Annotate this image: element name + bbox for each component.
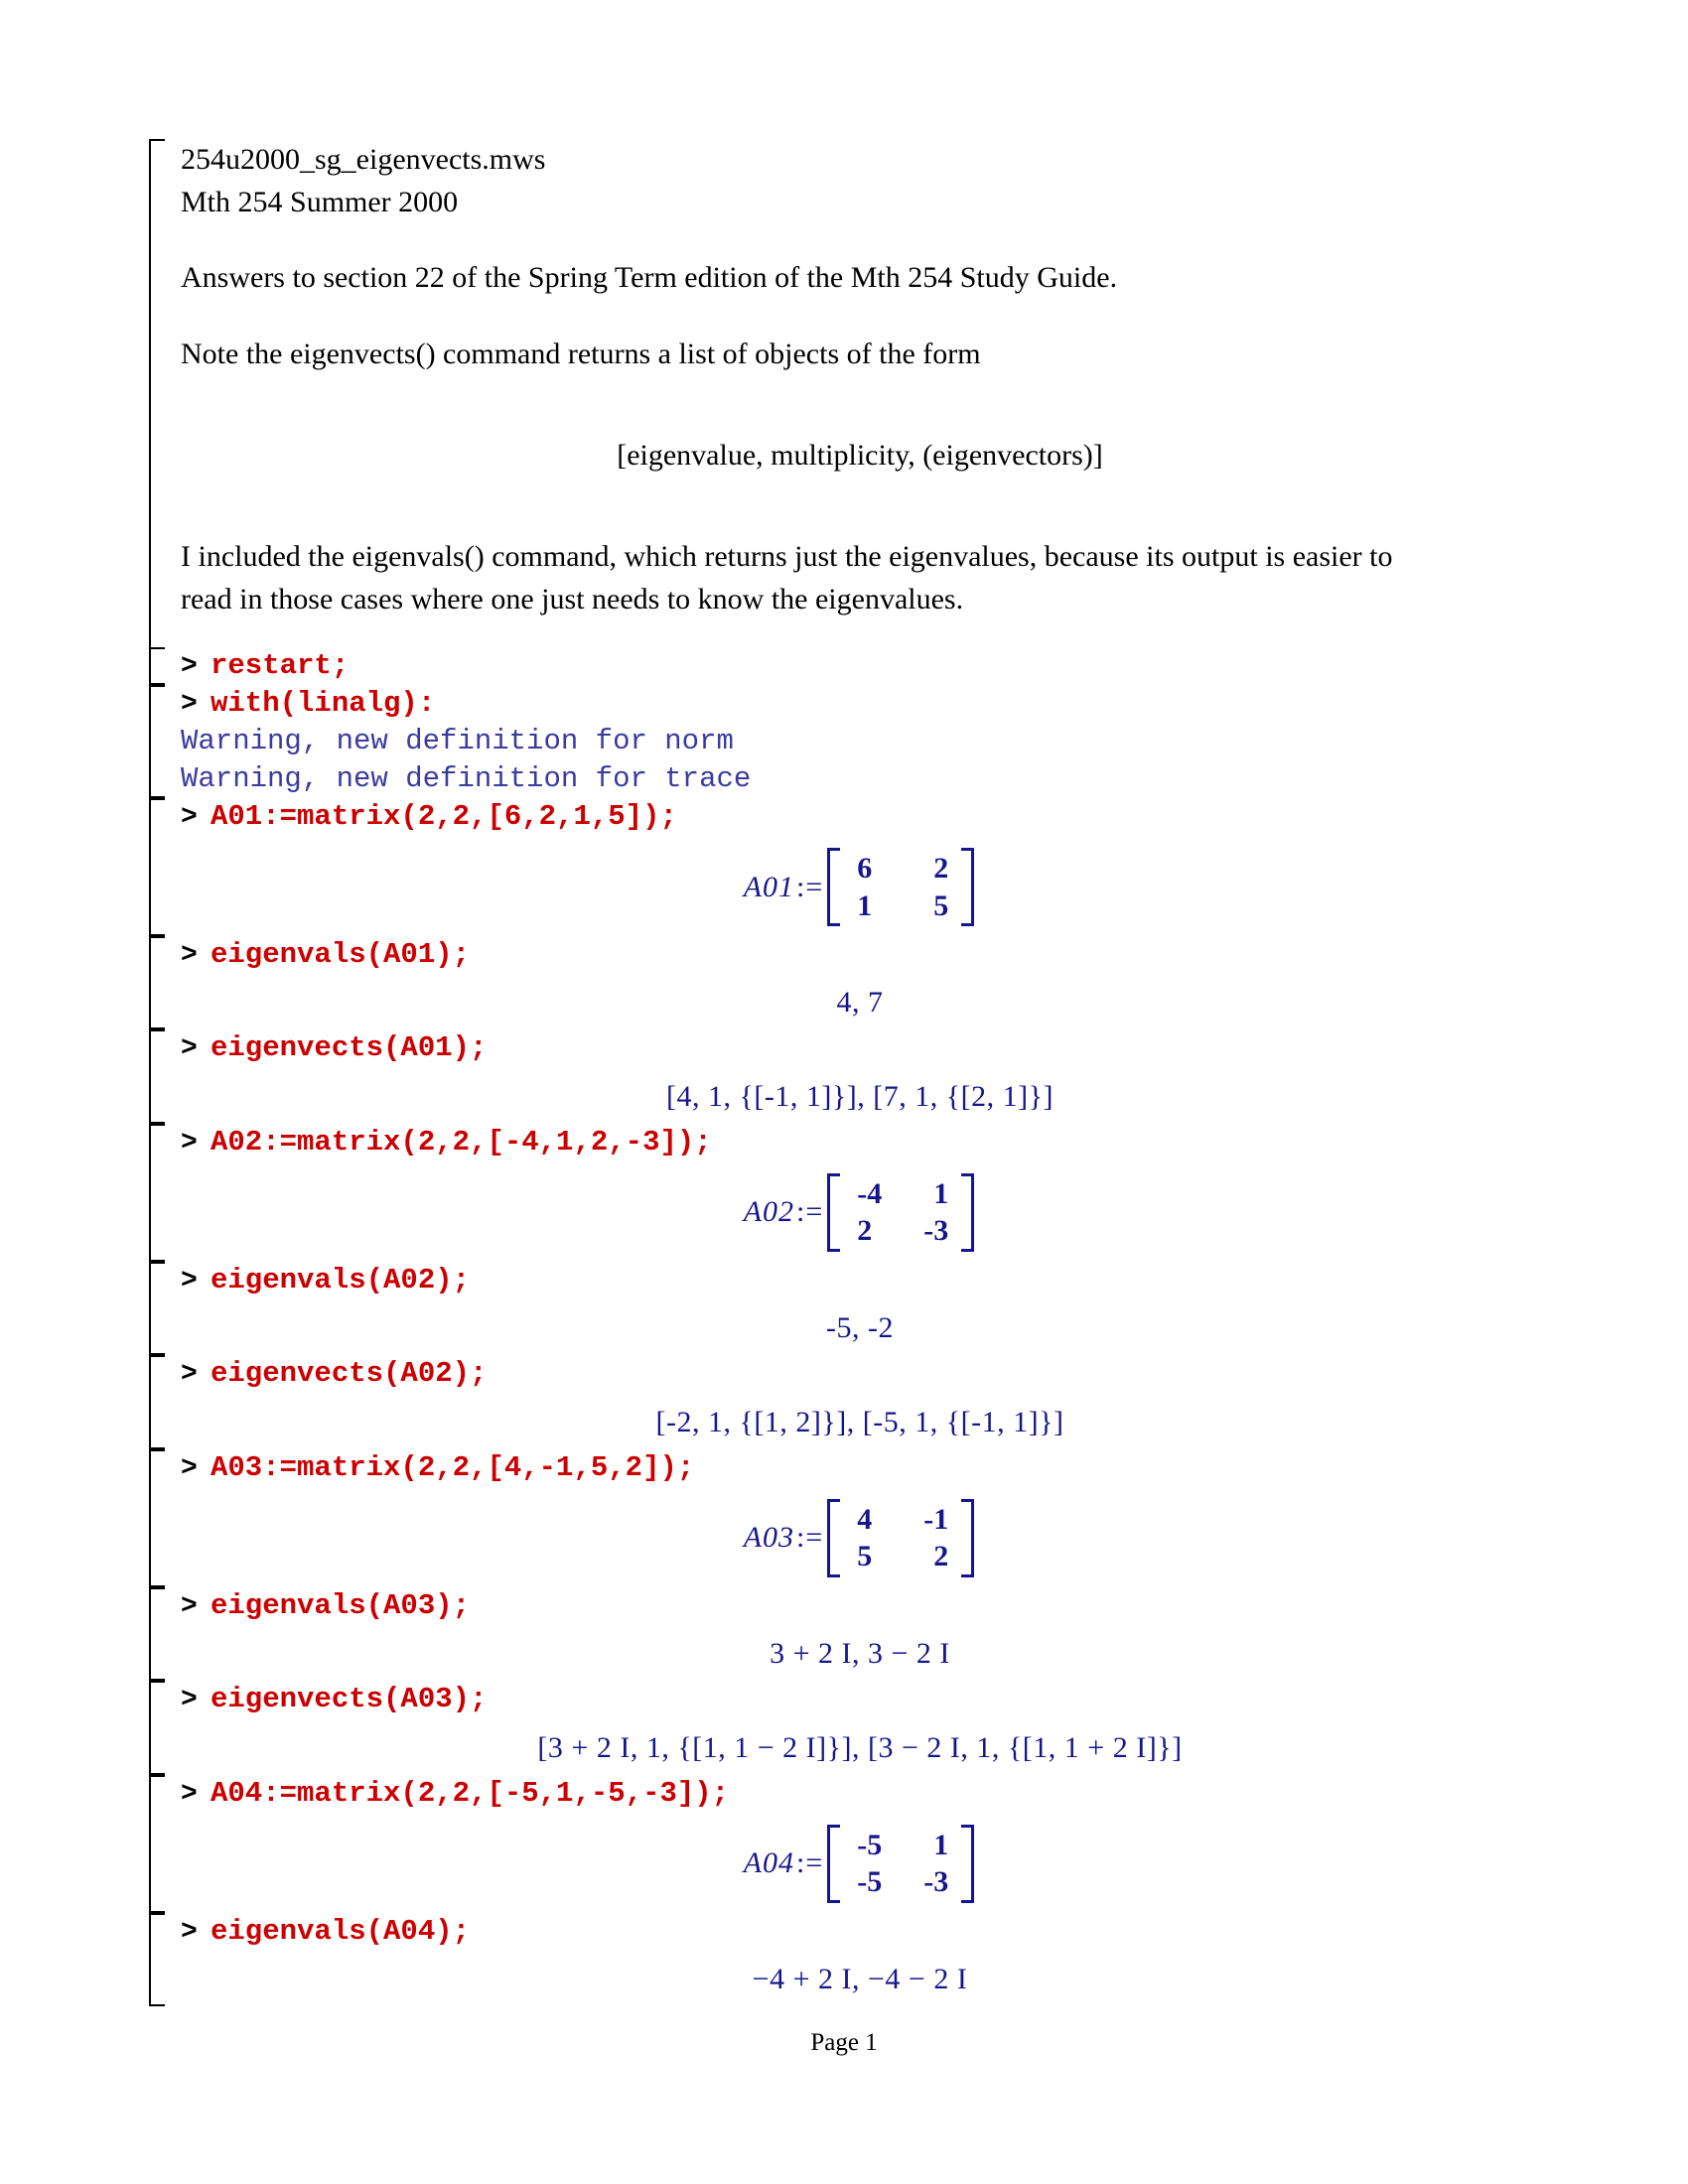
maple-input[interactable]: eigenvals(A04); <box>211 1914 471 1948</box>
complex-eigenvalues-output <box>181 1963 1539 1996</box>
spacer <box>181 375 1539 409</box>
matrix-cell: 4 <box>857 1503 873 1537</box>
execution-groups <box>149 647 1539 2007</box>
group-bracket <box>149 1775 165 1913</box>
eigenvects-output <box>181 1731 1539 1765</box>
execution-group-a02-eigenvals[interactable] <box>149 1262 1539 1355</box>
maple-input[interactable]: eigenvects(A03); <box>211 1683 488 1716</box>
group-bracket <box>149 1355 165 1448</box>
matrix-row <box>841 1827 960 1863</box>
matrix-row <box>841 1538 960 1574</box>
matrix-row <box>841 887 960 924</box>
maple-input[interactable]: eigenvals(A02); <box>211 1263 471 1297</box>
command-line[interactable] <box>181 1449 1539 1487</box>
group-bracket <box>149 1449 165 1587</box>
matrix-cell: 2 <box>857 1214 873 1248</box>
matrix-cell: -5 <box>857 1828 883 1861</box>
command-line[interactable] <box>181 798 1539 836</box>
output-value: [-2, 1, {[1, 2]}], [-5, 1, {[-1, 1]}] <box>655 1405 1064 1438</box>
eigenvalues-output <box>181 1311 1539 1345</box>
command-line[interactable] <box>181 1262 1539 1299</box>
maple-output <box>181 1299 1539 1355</box>
note-paragraph: Note the eigenvects() command returns a list of objects of the form <box>181 337 981 370</box>
execution-group-a01-eigenvects[interactable] <box>149 1029 1539 1123</box>
matrix-row <box>841 1501 960 1538</box>
page-footer: Page 1 <box>810 2029 878 2056</box>
matrix-cell: -4 <box>857 1177 883 1211</box>
matrix-cell: 2 <box>933 852 949 886</box>
output-value: 3 + 2 I, 3 − 2 I <box>770 1637 950 1671</box>
matrix-cell: 2 <box>933 1540 949 1573</box>
assign-operator: := <box>796 870 824 903</box>
command-line[interactable] <box>181 1587 1539 1625</box>
execution-group-a04-define[interactable] <box>149 1775 1539 1913</box>
maple-prompt: > <box>181 1685 198 1716</box>
assign-operator: := <box>796 1846 824 1880</box>
maple-prompt: > <box>181 801 198 833</box>
maple-output <box>181 1813 1539 1913</box>
execution-group-a03-eigenvals[interactable] <box>149 1587 1539 1681</box>
matrix-cell: 5 <box>857 1540 873 1573</box>
maple-input[interactable]: A02:=matrix(2,2,[-4,1,2,-3]); <box>211 1125 712 1159</box>
execution-group-restart[interactable] <box>149 647 1539 685</box>
maple-output <box>181 1161 1539 1262</box>
maple-prompt: > <box>181 939 198 971</box>
matrix-cell: 6 <box>857 852 873 886</box>
maple-input[interactable]: with(linalg): <box>211 686 436 720</box>
group-bracket <box>149 1262 165 1355</box>
execution-group-a02-eigenvects[interactable] <box>149 1355 1539 1448</box>
text-region-header[interactable] <box>149 139 1539 647</box>
matrix-assignment <box>744 1173 977 1252</box>
command-line[interactable] <box>181 1913 1539 1951</box>
maple-output <box>181 1951 1539 2006</box>
group-bracket <box>149 798 165 936</box>
spacer <box>181 223 1539 257</box>
maple-prompt: > <box>181 1033 198 1065</box>
maple-prompt: > <box>181 1590 198 1622</box>
maple-prompt: > <box>181 1916 198 1948</box>
group-bracket <box>149 1681 165 1774</box>
assign-operator: := <box>796 1195 824 1229</box>
maple-input[interactable]: eigenvals(A03); <box>211 1588 471 1622</box>
maple-prompt: > <box>181 1265 198 1297</box>
course-line: Mth 254 Summer 2000 <box>181 185 459 218</box>
matrix-output-line <box>181 1173 1539 1252</box>
maple-output <box>181 1625 1539 1681</box>
execution-group-a01-eigenvals[interactable] <box>149 936 1539 1029</box>
output-value: 4, 7 <box>836 986 884 1020</box>
matrix-cell: -1 <box>923 1503 949 1537</box>
matrix-cell: 1 <box>857 888 873 922</box>
maple-prompt: > <box>181 1778 198 1810</box>
matrix-row <box>841 1175 960 1212</box>
assign-operator: := <box>796 1521 824 1555</box>
spacer <box>181 621 1539 647</box>
maple-prompt: > <box>181 688 198 720</box>
matrix-assignment <box>744 1825 977 1903</box>
matrix-row <box>841 1212 960 1249</box>
matrix-label: A02 <box>743 1195 795 1229</box>
maple-prompt: > <box>181 1452 198 1484</box>
eigenvalues-output <box>181 986 1539 1020</box>
matrix-body <box>827 1825 974 1903</box>
maple-input[interactable]: eigenvects(A01); <box>211 1031 488 1065</box>
output-value: [4, 1, {[-1, 1]}], [7, 1, {[2, 1]}] <box>665 1079 1054 1113</box>
explanation-line-2: read in those cases where one just needs to know the eigenvalues. <box>181 582 964 615</box>
matrix-row <box>841 850 960 887</box>
matrix-label: A03 <box>743 1521 795 1555</box>
eigenvects-output <box>181 1406 1539 1439</box>
execution-group-a01-define[interactable] <box>149 798 1539 936</box>
filename-line: 254u2000_sg_eigenvects.mws <box>181 143 546 176</box>
command-line[interactable] <box>181 1681 1539 1718</box>
maple-input[interactable]: eigenvects(A02); <box>211 1357 488 1391</box>
command-line[interactable] <box>181 685 1539 723</box>
matrix-label: A04 <box>743 1846 795 1880</box>
output-value: −4 + 2 I, −4 − 2 I <box>752 1963 968 1996</box>
maple-output <box>181 1487 1539 1587</box>
maple-prompt: > <box>181 1359 198 1391</box>
matrix-cell: -3 <box>923 1214 949 1248</box>
intro-paragraph: Answers to section 22 of the Spring Term edition of the Mth 254 Study Guide. <box>181 261 1118 295</box>
matrix-output-line <box>181 1499 1539 1577</box>
matrix-label: A01 <box>743 870 795 903</box>
warning-message: Warning, new definition for trace <box>181 762 752 796</box>
maple-prompt: > <box>181 650 198 682</box>
group-bracket <box>149 1587 165 1681</box>
matrix-output-line <box>181 848 1539 926</box>
output-value: [3 + 2 I, 1, {[1, 1 − 2 I]}], [3 − 2 I, 1, {[1, 1 + 2 I]}] <box>537 1730 1183 1764</box>
matrix-body <box>827 848 974 926</box>
maple-prompt: > <box>181 1127 198 1159</box>
matrix-cell: 1 <box>933 1177 949 1211</box>
maple-input[interactable]: A01:=matrix(2,2,[6,2,1,5]); <box>211 799 677 833</box>
matrix-cell: -5 <box>857 1865 883 1899</box>
execution-group-a03-define[interactable] <box>149 1449 1539 1587</box>
maple-output <box>181 836 1539 936</box>
eigenvects-output <box>181 1080 1539 1114</box>
matrix-output-line <box>181 1825 1539 1903</box>
spacer <box>181 300 1539 334</box>
execution-group-a04-eigenvals[interactable] <box>149 1913 1539 2006</box>
matrix-cell: -3 <box>923 1865 949 1899</box>
maple-input[interactable]: restart; <box>211 648 350 682</box>
matrix-row <box>841 1863 960 1900</box>
maple-output <box>181 1394 1539 1449</box>
matrix-body <box>827 1173 974 1252</box>
group-bracket <box>149 1913 165 2006</box>
explanation-line-1: I included the eigenvals() command, which returns just the eigenvalues, because its output is easier to <box>181 540 1393 574</box>
matrix-body <box>827 1499 974 1577</box>
group-bracket <box>149 685 165 798</box>
warning-message: Warning, new definition for norm <box>181 725 734 758</box>
text-region-body <box>181 139 1539 647</box>
execution-group-with-linalg[interactable] <box>149 685 1539 798</box>
complex-eigenvalues-output <box>181 1637 1539 1671</box>
command-line[interactable] <box>181 1775 1539 1813</box>
matrix-cell: 5 <box>933 888 949 922</box>
group-bracket <box>149 936 165 1029</box>
group-bracket <box>149 139 165 647</box>
maple-input[interactable]: eigenvals(A01); <box>211 937 471 971</box>
matrix-assignment <box>744 848 977 926</box>
command-line[interactable] <box>181 936 1539 974</box>
maple-output <box>181 1719 1539 1775</box>
group-bracket <box>149 1029 165 1123</box>
command-line[interactable] <box>181 1029 1539 1067</box>
maple-input[interactable]: A04:=matrix(2,2,[-5,1,-5,-3]); <box>211 1776 730 1810</box>
command-line[interactable] <box>181 1355 1539 1393</box>
group-bracket <box>149 1124 165 1262</box>
form-line: [eigenvalue, multiplicity, (eigenvectors)] <box>617 439 1103 473</box>
maple-output <box>181 974 1539 1029</box>
command-line[interactable] <box>181 1124 1539 1161</box>
spacer <box>181 502 1539 536</box>
maple-input[interactable]: A03:=matrix(2,2,[4,-1,5,2]); <box>211 1450 695 1484</box>
matrix-cell: 1 <box>933 1828 949 1861</box>
maple-output <box>181 1068 1539 1124</box>
group-bracket <box>149 647 165 685</box>
matrix-assignment <box>744 1499 977 1577</box>
execution-group-a02-define[interactable] <box>149 1124 1539 1262</box>
output-value: -5, -2 <box>826 1311 894 1345</box>
command-line[interactable] <box>181 647 1539 685</box>
execution-group-a03-eigenvects[interactable] <box>149 1681 1539 1774</box>
